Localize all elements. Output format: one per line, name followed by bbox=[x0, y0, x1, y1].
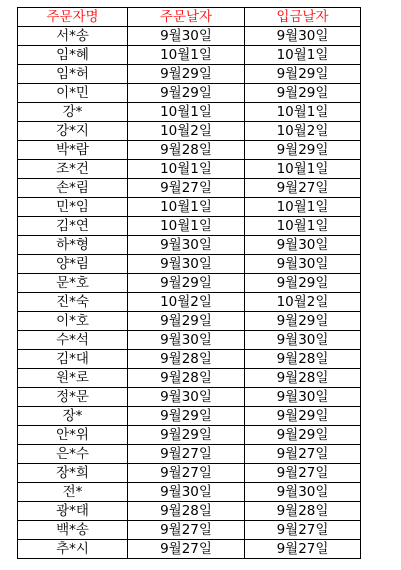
deposit-date-cell: 10월1일 bbox=[245, 198, 361, 217]
table-row bbox=[18, 483, 361, 502]
header-row bbox=[18, 8, 361, 27]
table-row bbox=[18, 46, 361, 65]
orderer-name-cell: 백*송 bbox=[18, 521, 128, 540]
table-header bbox=[18, 8, 361, 27]
order-date-cell: 9월27일 bbox=[128, 464, 245, 483]
order-date-cell: 10월1일 bbox=[128, 198, 245, 217]
orderer-name-cell: 광*태 bbox=[18, 502, 128, 521]
orderer-name-cell: 임*혜 bbox=[18, 46, 128, 65]
orderer-name-cell: 진*숙 bbox=[18, 293, 128, 312]
orderer-name-cell: 수*석 bbox=[18, 331, 128, 350]
table-row bbox=[18, 65, 361, 84]
table-row bbox=[18, 502, 361, 521]
order-date-cell: 9월29일 bbox=[128, 426, 245, 445]
table-row bbox=[18, 160, 361, 179]
order-date-cell: 9월29일 bbox=[128, 65, 245, 84]
orderer-name-cell: 임*허 bbox=[18, 65, 128, 84]
order-date-cell: 9월28일 bbox=[128, 369, 245, 388]
orderer-name-cell: 양*림 bbox=[18, 255, 128, 274]
orderer-name-cell: 손*림 bbox=[18, 179, 128, 198]
deposit-date-cell: 9월27일 bbox=[245, 540, 361, 559]
table-row bbox=[18, 312, 361, 331]
table-row bbox=[18, 236, 361, 255]
orderer-name-cell: 이*호 bbox=[18, 312, 128, 331]
header-deposit-date: 입금날자 bbox=[245, 8, 361, 27]
orderer-name-cell: 김*대 bbox=[18, 350, 128, 369]
deposit-date-cell: 9월30일 bbox=[245, 255, 361, 274]
orderer-name-cell: 민*임 bbox=[18, 198, 128, 217]
order-date-cell: 10월1일 bbox=[128, 160, 245, 179]
table-row bbox=[18, 369, 361, 388]
table-row bbox=[18, 198, 361, 217]
order-date-cell: 9월29일 bbox=[128, 407, 245, 426]
order-date-cell: 9월30일 bbox=[128, 331, 245, 350]
order-date-cell: 10월1일 bbox=[128, 46, 245, 65]
orderer-name-cell: 장*희 bbox=[18, 464, 128, 483]
deposit-date-cell: 9월29일 bbox=[245, 274, 361, 293]
table-row bbox=[18, 274, 361, 293]
order-date-cell: 9월27일 bbox=[128, 445, 245, 464]
deposit-date-cell: 9월27일 bbox=[245, 179, 361, 198]
order-date-cell: 10월2일 bbox=[128, 293, 245, 312]
deposit-date-cell: 9월29일 bbox=[245, 84, 361, 103]
deposit-date-cell: 9월29일 bbox=[245, 141, 361, 160]
order-date-cell: 10월1일 bbox=[128, 217, 245, 236]
deposit-date-cell: 10월2일 bbox=[245, 293, 361, 312]
table-row bbox=[18, 141, 361, 160]
order-date-cell: 10월1일 bbox=[128, 103, 245, 122]
order-date-cell: 9월27일 bbox=[128, 540, 245, 559]
table-row bbox=[18, 426, 361, 445]
order-date-cell: 9월29일 bbox=[128, 274, 245, 293]
orderer-name-cell: 조*건 bbox=[18, 160, 128, 179]
deposit-date-cell: 9월29일 bbox=[245, 426, 361, 445]
table-body bbox=[18, 27, 361, 559]
orderer-name-cell: 장* bbox=[18, 407, 128, 426]
orderer-name-cell: 김*연 bbox=[18, 217, 128, 236]
deposit-date-cell: 10월1일 bbox=[245, 46, 361, 65]
order-date-cell: 9월29일 bbox=[128, 312, 245, 331]
orderer-name-cell: 이*민 bbox=[18, 84, 128, 103]
table-row bbox=[18, 179, 361, 198]
orderer-name-cell: 정*문 bbox=[18, 388, 128, 407]
orderer-name-cell: 문*호 bbox=[18, 274, 128, 293]
deposit-date-cell: 10월2일 bbox=[245, 122, 361, 141]
deposit-date-cell: 9월29일 bbox=[245, 312, 361, 331]
table-row bbox=[18, 255, 361, 274]
deposit-date-cell: 9월29일 bbox=[245, 65, 361, 84]
deposit-date-cell: 9월30일 bbox=[245, 388, 361, 407]
deposit-date-cell: 9월28일 bbox=[245, 369, 361, 388]
orderer-name-cell: 박*람 bbox=[18, 141, 128, 160]
order-date-cell: 9월27일 bbox=[128, 521, 245, 540]
deposit-date-cell: 9월27일 bbox=[245, 445, 361, 464]
deposit-date-cell: 9월27일 bbox=[245, 464, 361, 483]
deposit-date-cell: 10월1일 bbox=[245, 103, 361, 122]
order-date-cell: 9월30일 bbox=[128, 27, 245, 46]
orderer-name-cell: 전* bbox=[18, 483, 128, 502]
order-date-cell: 9월28일 bbox=[128, 141, 245, 160]
orderer-name-cell: 추*시 bbox=[18, 540, 128, 559]
orderer-name-cell: 원*로 bbox=[18, 369, 128, 388]
orderer-name-cell: 서*송 bbox=[18, 27, 128, 46]
table-row bbox=[18, 388, 361, 407]
deposit-date-cell: 10월1일 bbox=[245, 160, 361, 179]
order-date-cell: 9월28일 bbox=[128, 502, 245, 521]
deposit-date-cell: 9월27일 bbox=[245, 521, 361, 540]
orders-table bbox=[17, 7, 361, 559]
table-row bbox=[18, 350, 361, 369]
deposit-date-cell: 9월29일 bbox=[245, 407, 361, 426]
order-date-cell: 9월30일 bbox=[128, 483, 245, 502]
header-order-date: 주문날자 bbox=[128, 8, 245, 27]
table-row bbox=[18, 84, 361, 103]
deposit-date-cell: 9월30일 bbox=[245, 27, 361, 46]
order-date-cell: 9월29일 bbox=[128, 84, 245, 103]
orderer-name-cell: 하*형 bbox=[18, 236, 128, 255]
table-row bbox=[18, 464, 361, 483]
table-row bbox=[18, 521, 361, 540]
table-row bbox=[18, 293, 361, 312]
deposit-date-cell: 9월30일 bbox=[245, 236, 361, 255]
deposit-date-cell: 9월28일 bbox=[245, 502, 361, 521]
table-row bbox=[18, 540, 361, 559]
orderer-name-cell: 강* bbox=[18, 103, 128, 122]
table-row bbox=[18, 407, 361, 426]
order-date-cell: 9월30일 bbox=[128, 388, 245, 407]
header-orderer-name: 주문자명 bbox=[18, 8, 128, 27]
orderer-name-cell: 안*위 bbox=[18, 426, 128, 445]
table-row bbox=[18, 331, 361, 350]
deposit-date-cell: 9월28일 bbox=[245, 350, 361, 369]
deposit-date-cell: 10월1일 bbox=[245, 217, 361, 236]
table-row bbox=[18, 217, 361, 236]
table-row bbox=[18, 122, 361, 141]
order-date-cell: 9월27일 bbox=[128, 179, 245, 198]
order-date-cell: 9월28일 bbox=[128, 350, 245, 369]
order-date-cell: 9월30일 bbox=[128, 236, 245, 255]
orderer-name-cell: 강*지 bbox=[18, 122, 128, 141]
orderer-name-cell: 은*수 bbox=[18, 445, 128, 464]
order-date-cell: 10월2일 bbox=[128, 122, 245, 141]
deposit-date-cell: 9월30일 bbox=[245, 331, 361, 350]
order-date-cell: 9월30일 bbox=[128, 255, 245, 274]
table-row bbox=[18, 103, 361, 122]
deposit-date-cell: 9월30일 bbox=[245, 483, 361, 502]
table-row bbox=[18, 445, 361, 464]
table-row bbox=[18, 27, 361, 46]
